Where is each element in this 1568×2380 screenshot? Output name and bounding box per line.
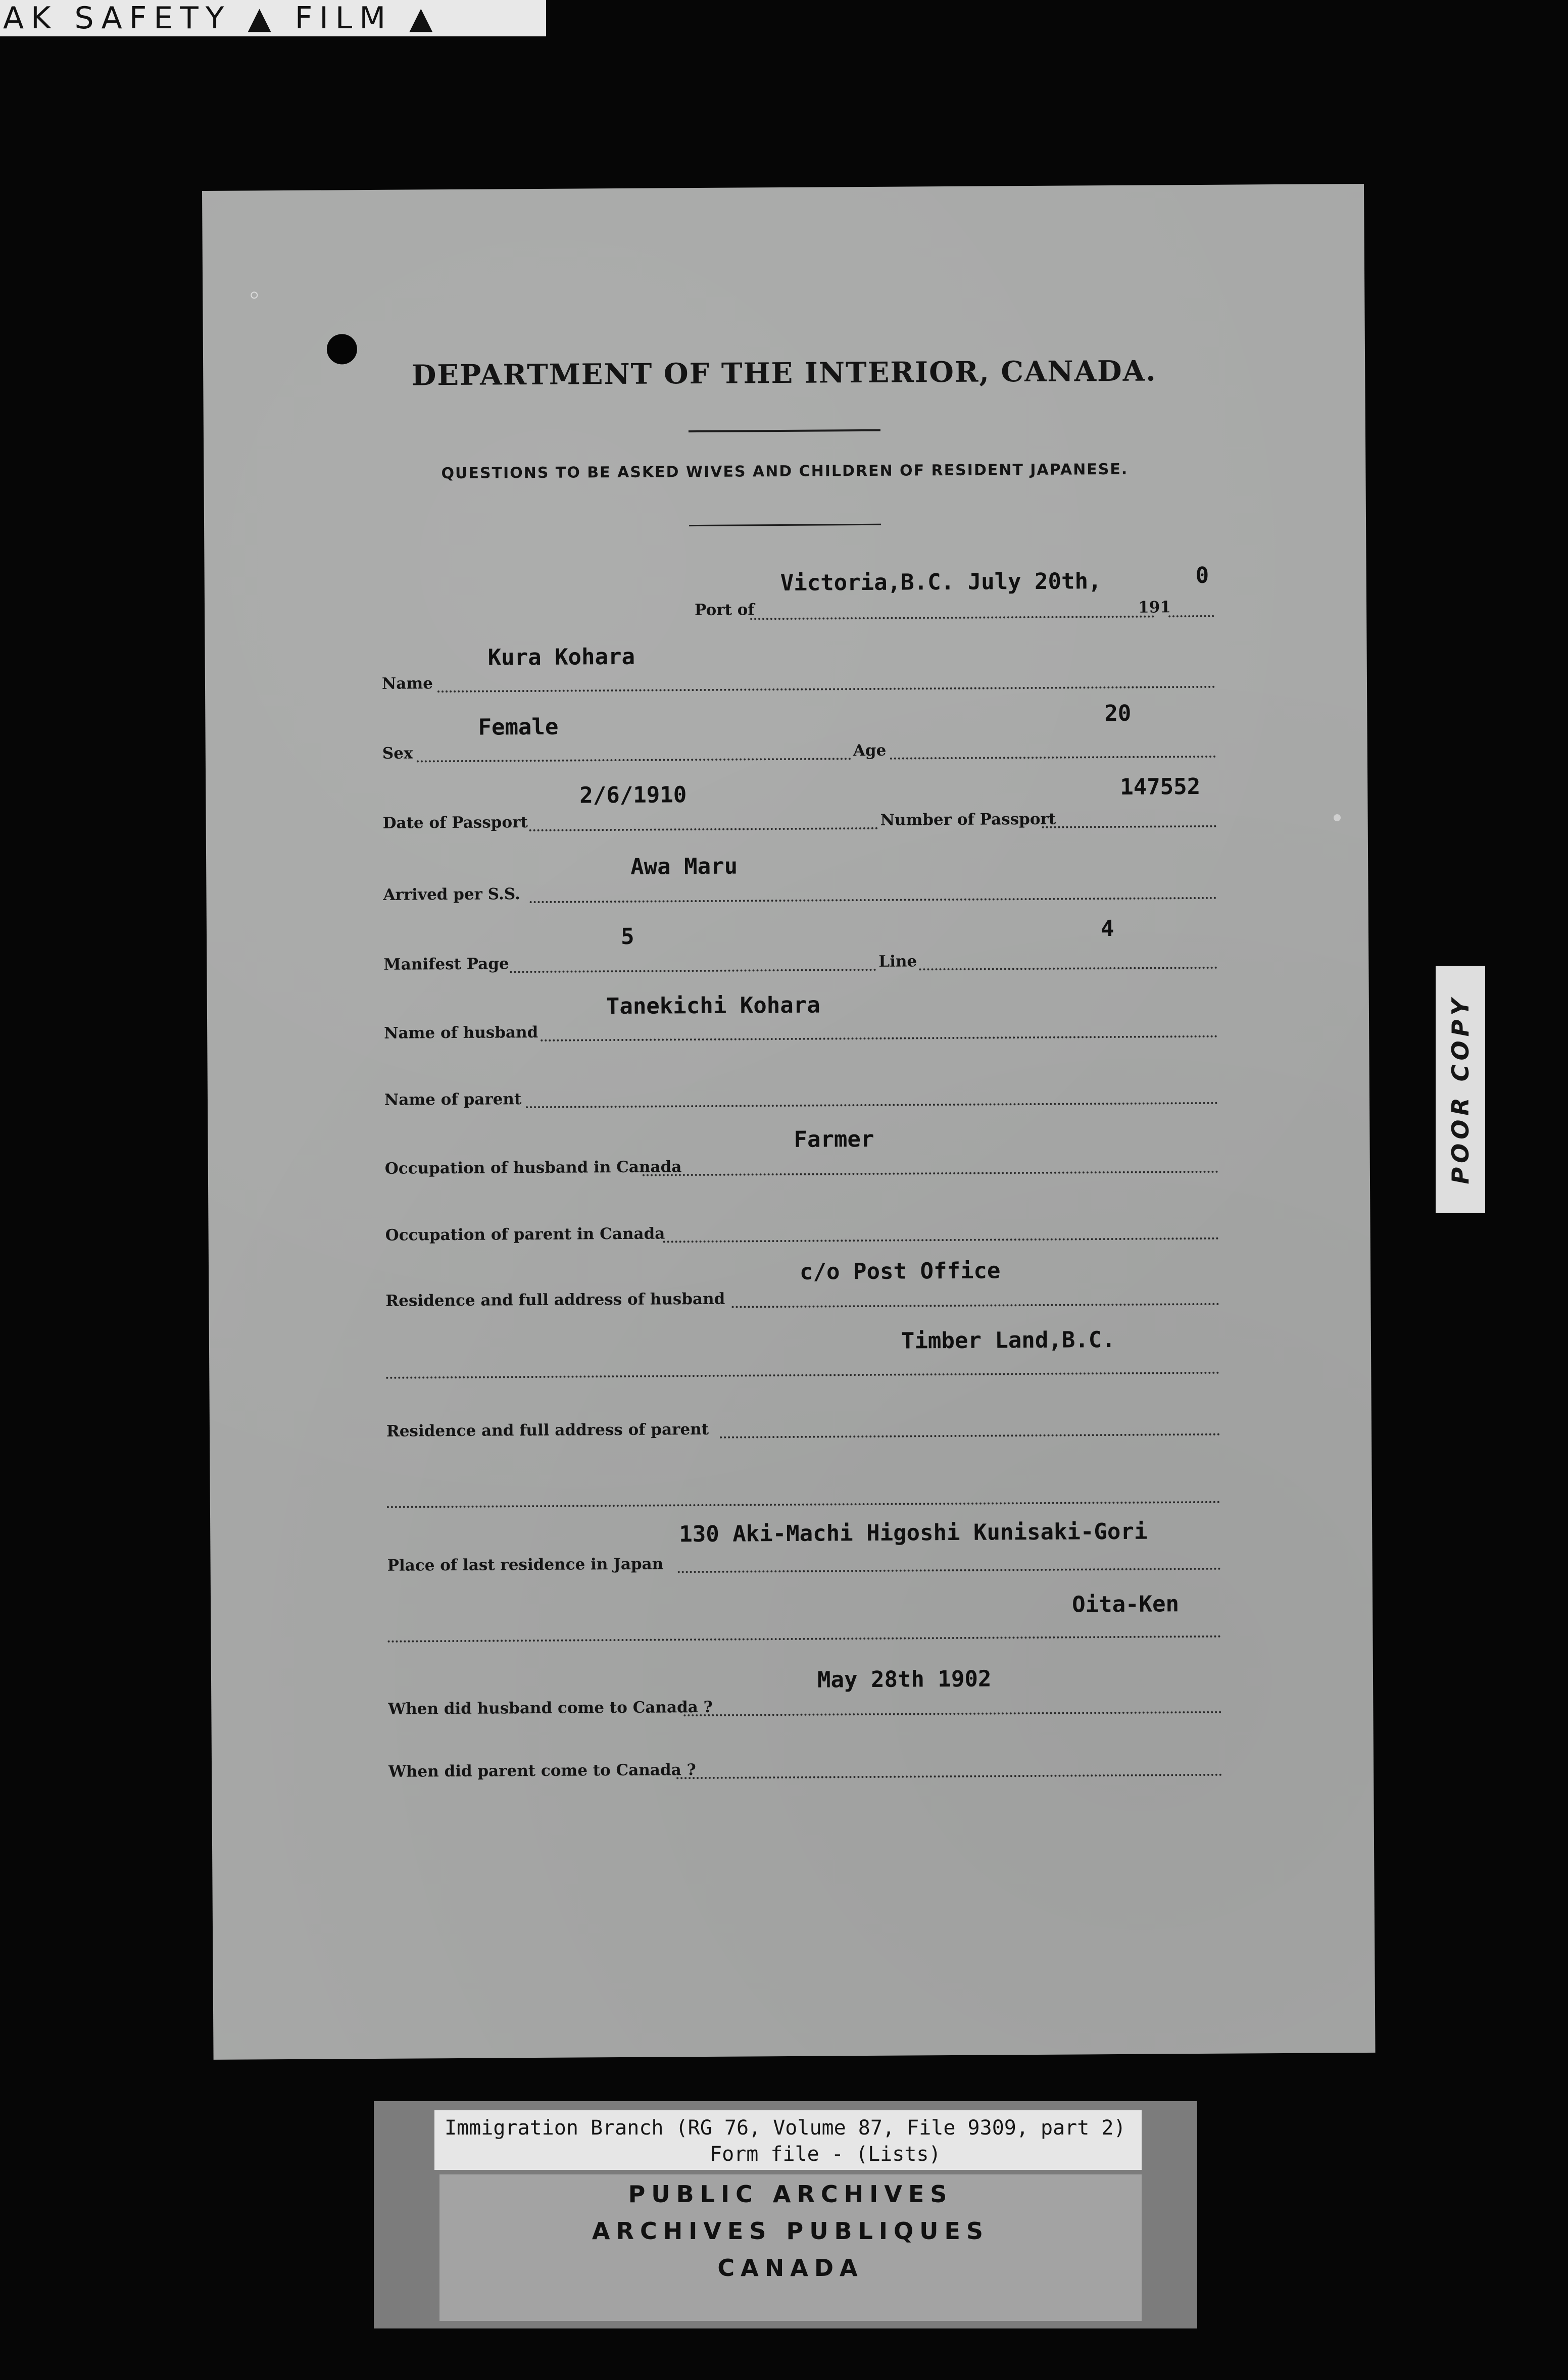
residence-husband-line-2: [386, 1372, 1219, 1379]
port-of-value: Victoria,B.C. July 20th,: [780, 568, 1102, 597]
husband-came-line: [683, 1711, 1221, 1717]
manifest-page-line: [510, 969, 876, 973]
husband-came-value: May 28th 1902: [817, 1666, 992, 1693]
date-of-passport-value: 2/6/1910: [579, 782, 687, 809]
occupation-parent-label: Occupation of parent in Canada: [385, 1224, 665, 1245]
title-rule: [689, 429, 880, 432]
name-of-husband-value: Tanekichi Kohara: [606, 992, 820, 1020]
occupation-husband-line: [643, 1171, 1218, 1176]
reference-line-1: Immigration Branch (RG 76, Volume 87, File 9309, part 2): [445, 2116, 1126, 2140]
parent-came-label: When did parent come to Canada ?: [388, 1761, 696, 1781]
form-title: DEPARTMENT OF THE INTERIOR, CANADA.: [411, 354, 1157, 392]
film-edge-label: AK SAFETY ▲ FILM ▲: [0, 0, 546, 36]
residence-husband-value: c/o Post Office: [799, 1258, 1001, 1285]
name-of-husband-line: [541, 1035, 1217, 1042]
occupation-husband-value: Farmer: [794, 1126, 874, 1153]
arrived-per-ss-label: Arrived per S.S.: [383, 885, 521, 904]
name-of-parent-label: Name of parent: [384, 1090, 522, 1109]
age-line: [890, 756, 1216, 760]
number-of-passport-label: Number of Passport: [880, 810, 1056, 829]
line-line: [919, 967, 1217, 971]
sex-value: Female: [478, 714, 559, 740]
date-of-passport-line: [529, 827, 878, 831]
number-of-passport-value: 147552: [1120, 773, 1201, 800]
archive-stamp-line-3: CANADA: [717, 2254, 864, 2282]
parent-came-line: [676, 1774, 1222, 1779]
occupation-parent-line: [663, 1237, 1219, 1243]
name-label: Name: [381, 674, 433, 693]
name-line: [437, 686, 1215, 692]
paper-mark: [251, 291, 258, 299]
residence-husband-label: Residence and full address of husband: [385, 1290, 725, 1310]
year-value: 0: [1195, 562, 1209, 588]
year-line: [1168, 615, 1214, 618]
last-residence-value-2: Oita-Ken: [1071, 1591, 1180, 1618]
residence-husband-line: [732, 1303, 1219, 1308]
port-of-line: [750, 615, 1154, 620]
poor-copy-text: POOR COPY: [1447, 995, 1474, 1184]
manifest-page-label: Manifest Page: [383, 955, 509, 974]
archive-stamp: [439, 2174, 1142, 2321]
date-of-passport-label: Date of Passport: [382, 813, 528, 832]
last-residence-label: Place of last residence in Japan: [387, 1555, 664, 1575]
reference-label: [434, 2110, 1142, 2170]
line-label: Line: [878, 952, 917, 971]
residence-parent-label: Residence and full address of parent: [386, 1420, 709, 1441]
subtitle-rule: [689, 524, 881, 526]
age-value: 20: [1104, 700, 1132, 727]
reference-line-2: Form file - (Lists): [710, 2143, 941, 2166]
archive-label-block: [374, 2101, 1197, 2328]
last-residence-line: [678, 1568, 1221, 1573]
name-of-husband-label: Name of husband: [384, 1023, 538, 1043]
sex-line: [417, 758, 851, 762]
form-subtitle: QUESTIONS TO BE ASKED WIVES AND CHILDREN OF RESIDENT JAPANESE.: [441, 460, 1129, 483]
arrived-per-ss-value: Awa Maru: [630, 853, 738, 880]
sex-label: Sex: [382, 744, 413, 763]
line-value: 4: [1100, 915, 1114, 942]
residence-husband-value-2: Timber Land,B.C.: [901, 1327, 1115, 1354]
port-of-label: Port of: [694, 601, 755, 620]
immigration-form: [202, 184, 1376, 2060]
last-residence-line-2: [388, 1635, 1221, 1643]
arrived-per-ss-line: [530, 897, 1217, 903]
poor-copy-tag: [1436, 966, 1485, 1213]
film-speck: [1334, 814, 1341, 821]
residence-parent-line-2: [387, 1501, 1220, 1508]
husband-came-label: When did husband come to Canada ?: [388, 1698, 713, 1718]
number-of-passport-line: [1042, 825, 1216, 828]
occupation-husband-label: Occupation of husband in Canada: [384, 1158, 682, 1178]
year-label: 191: [1138, 598, 1171, 617]
last-residence-value: 130 Aki-Machi Higoshi Kunisaki-Gori: [679, 1518, 1148, 1548]
archive-stamp-line-2: ARCHIVES PUBLIQUES: [592, 2217, 990, 2245]
name-value: Kura Kohara: [487, 643, 635, 671]
archive-stamp-line-1: PUBLIC ARCHIVES: [628, 2180, 953, 2208]
age-label: Age: [853, 741, 887, 760]
residence-parent-line: [720, 1433, 1220, 1439]
manifest-page-value: 5: [620, 923, 634, 950]
name-of-parent-line: [526, 1102, 1218, 1108]
